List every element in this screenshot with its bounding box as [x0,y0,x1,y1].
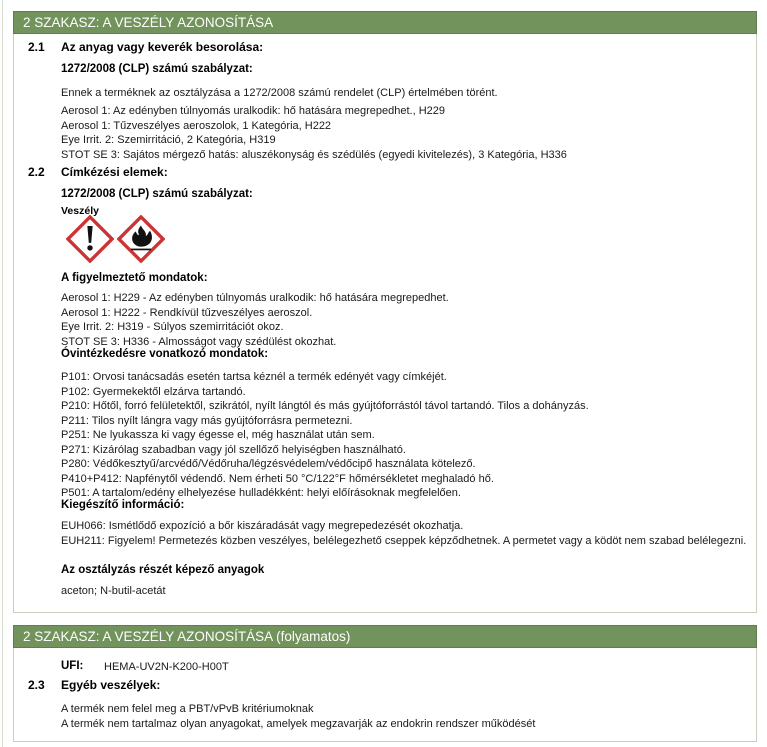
subsection-heading-other-hazards: Egyéb veszélyek: [61,678,161,692]
precaution-statements-heading: Óvintézkedésre vonatkozó mondatok: [61,348,269,360]
ghs07-exclamation-icon [66,215,114,263]
section-title: 2 SZAKASZ: A VESZÉLY AZONOSÍTÁSA [23,15,274,30]
hazard-statement: Aerosol 1: H229 - Az edényben túlnyomás uralkodik: hő hatására megrepedhet. [61,292,449,304]
classification-components: aceton; N-butil-acetát [61,585,166,597]
classification-components-heading: Az osztályzás részét képező anyagok [61,564,265,576]
hazard-statement: STOT SE 3: H336 - Almosságot vagy szédülést okozhat. [61,335,337,348]
precaution-statement: P101: Orvosi tanácsadás esetén tartsa kéznél a termék edényét vagy címkéjét. [61,371,447,383]
classification-line: Aerosol 1: Az edényben túlnyomás uralkodik: hő hatására megrepedhet., H229 [61,105,446,117]
ghs-pictograms [66,215,165,263]
regulation-heading: 1272/2008 (CLP) számú szabályzat: [61,63,253,75]
regulation-heading: 1272/2008 (CLP) számú szabályzat: [61,188,253,200]
page-edge-line [2,0,3,747]
ghs02-flame-icon [117,215,165,263]
section-header-bar [13,11,757,34]
precaution-statement: P251: Ne lyukassza ki vagy égesse el, még használat után sem. [61,429,375,441]
subsection-number-2-3: 2.3 [28,678,45,692]
precaution-statement: P102: Gyermekektől elzárva tartandó. [61,385,246,398]
precaution-statement: P501: A tartalom/edény elhelyezése hulladékként: helyi előírásoknak megfelelően. [61,487,461,499]
subsection-number-2-2: 2.2 [28,165,45,179]
section-2-block [13,11,757,613]
supplementary-statement: EUH211: Figyelem! Permetezés közben veszélyes, belélegezhető cseppek képződhetnek. A permetet vagy a ködöt nem szabad belélegezni. [61,534,747,547]
other-hazard-line: A termék nem felel meg a PBT/vPvB kritériumoknak [61,703,314,715]
classification-line: Aerosol 1: Tűzveszélyes aeroszolok, 1 Kategória, H222 [61,119,332,132]
subsection-heading-label-elements: Címkézési elemek: [61,165,168,179]
supplementary-info-list [61,519,759,548]
ufi-value: HEMA-UV2N-K200-H00T [104,661,229,673]
hazard-statement: Eye Irrit. 2: H319 - Súlyos szemirritációt okoz. [61,321,284,333]
other-hazards-list [61,702,535,731]
precaution-statement: P410+P412: Napfénytől védendő. Nem érheti 50 °C/122°F hőmérsékletet meghaladó hő. [61,472,494,485]
ufi-label: UFI: [61,660,84,672]
classification-line: STOT SE 3: Sajátos mérgező hatás: aluszékonyság és szédülés (egyedi kivitelezés), 3 Kategória, H336 [61,148,567,161]
precaution-statement: P280: Védőkesztyű/arcvédő/Védőruha/légzésvédelem/védőcipő használata kötelező. [61,458,476,470]
section-title-continued: 2 SZAKASZ: A VESZÉLY AZONOSÍTÁSA (folyamatos) [23,629,351,644]
precaution-statements-list [61,370,589,501]
precaution-statement: P271: Kizárólag szabadban vagy jól szellőző helyiségben használható. [61,443,406,456]
section-2-continued-block [13,625,757,742]
precaution-statement: P211: Tilos nyílt lángra vagy más gyújtóforrásra permetezni. [61,414,353,427]
hazard-statements-heading: A figyelmeztető mondatok: [61,272,208,284]
supplementary-statement: EUH066: Ismétlődő expozíció a bőr kiszáradását vagy megrepedezését okozhatja. [61,520,464,532]
supplementary-info-heading: Kiegészítő információ: [61,499,185,511]
hazard-statements-list [61,291,449,349]
classification-list [61,104,567,162]
classification-line: Eye Irrit. 2: Szemirritáció, 2 Kategória, H319 [61,134,276,146]
section-header-bar-continued [13,625,757,648]
other-hazard-line: A termék nem tartalmaz olyan anyagokat, amelyek megzavarják az endokrin rendszer működését [61,717,536,730]
signal-word: Veszély [61,205,99,217]
subsection-heading-classification: Az anyag vagy keverék besorolása: [61,40,264,54]
classification-intro: Ennek a terméknek az osztályzása a 1272/2008 számú rendelet (CLP) értelmében törént. [61,87,498,99]
hazard-statement: Aerosol 1: H222 - Rendkívül tűzveszélyes aeroszol. [61,306,313,319]
subsection-number-2-1: 2.1 [28,40,45,54]
precaution-statement: P210: Hőtől, forró felületektől, szikrától, nyílt lángtól és más gyújtóforrástól távol tartandó. Tilos a dohányzás. [61,400,589,412]
